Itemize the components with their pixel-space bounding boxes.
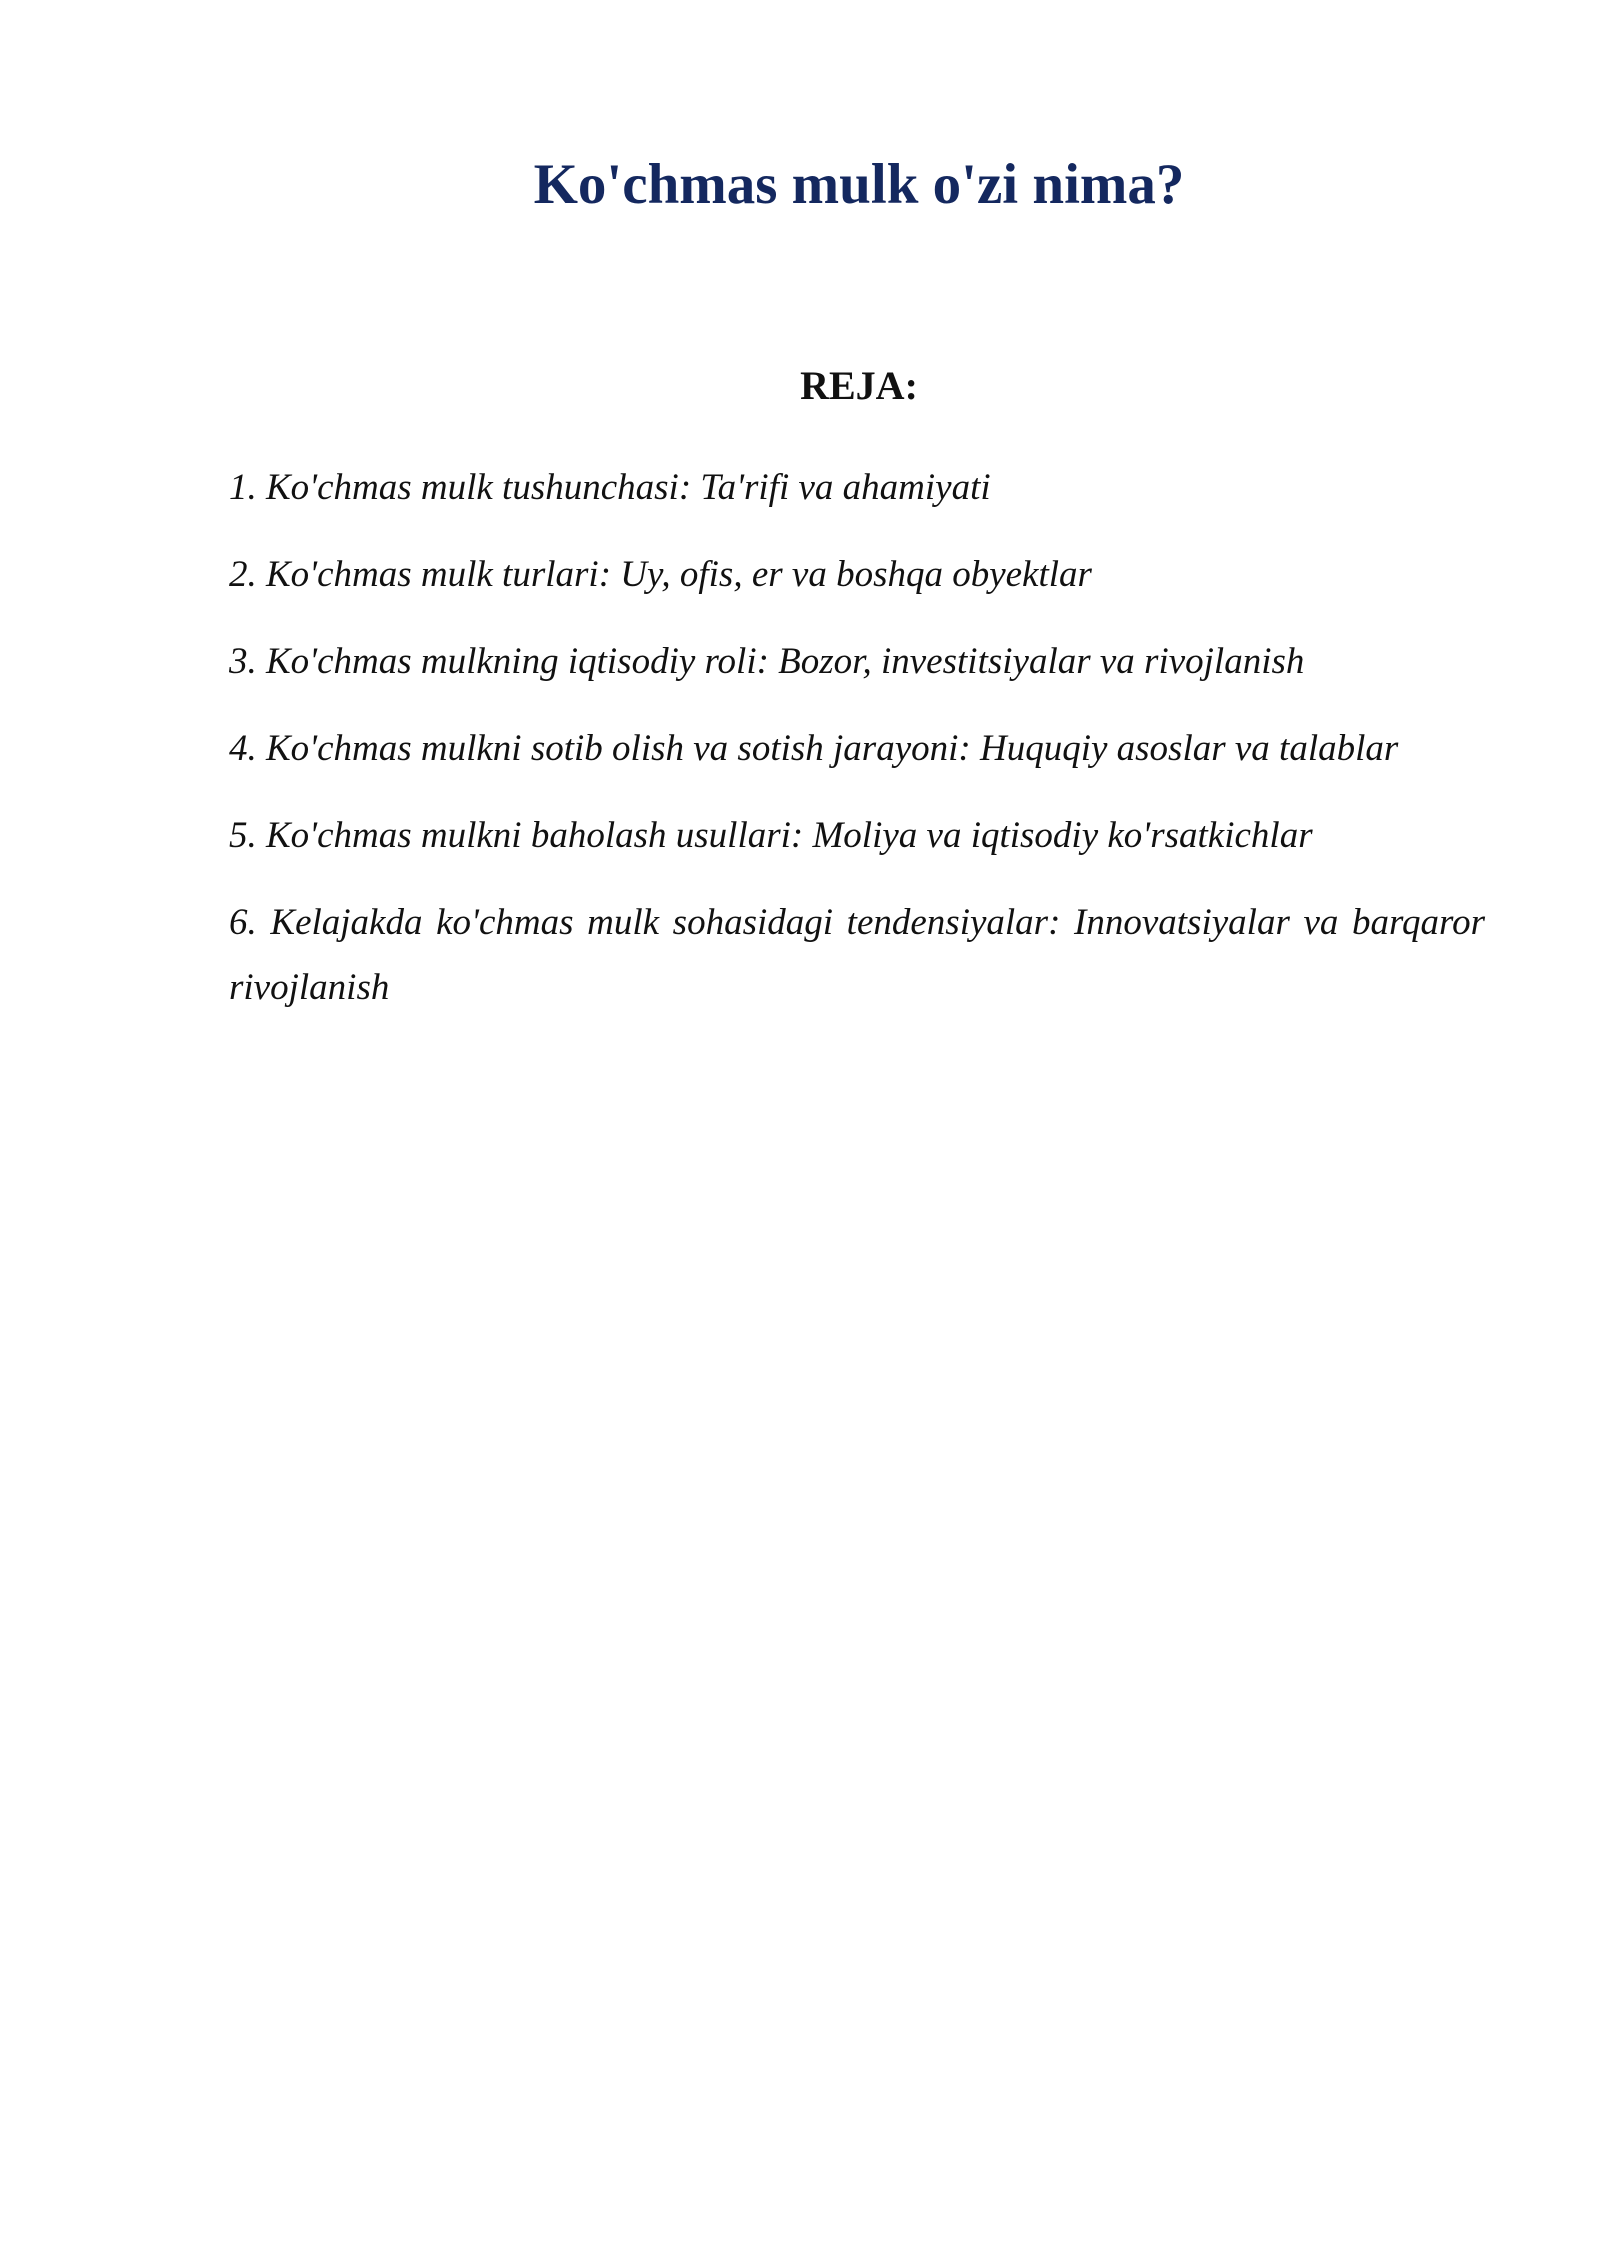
plan-heading: REJA: [800, 363, 918, 408]
plan-item-1: 1. Ko'chmas mulk tushunchasi: Ta'rifi va ahamiyati [229, 467, 991, 508]
plan-item-5: 5. Ko'chmas mulkni baholash usullari: Moliya va iqtisodiy ko'rsatkichlar [229, 815, 1313, 856]
plan-list [229, 455, 1485, 1042]
document-title: Ko'chmas mulk o'zi nima? [533, 153, 1185, 216]
plan-item-3: 3. Ko'chmas mulkning iqtisodiy roli: Bozor, investitsiyalar va rivojlanish [229, 641, 1305, 682]
plan-item-6: 6. Kelajakda ko'chmas mulk sohasidagi tendensiyalar: Innovatsiyalar va barqaror rivojlanish [229, 902, 1485, 1008]
plan-item-4: 4. Ko'chmas mulkni sotib olish va sotish jarayoni: Huquqiy asoslar va talablar [229, 728, 1399, 769]
plan-item-2: 2. Ko'chmas mulk turlari: Uy, ofis, er va boshqa obyektlar [229, 554, 1092, 595]
